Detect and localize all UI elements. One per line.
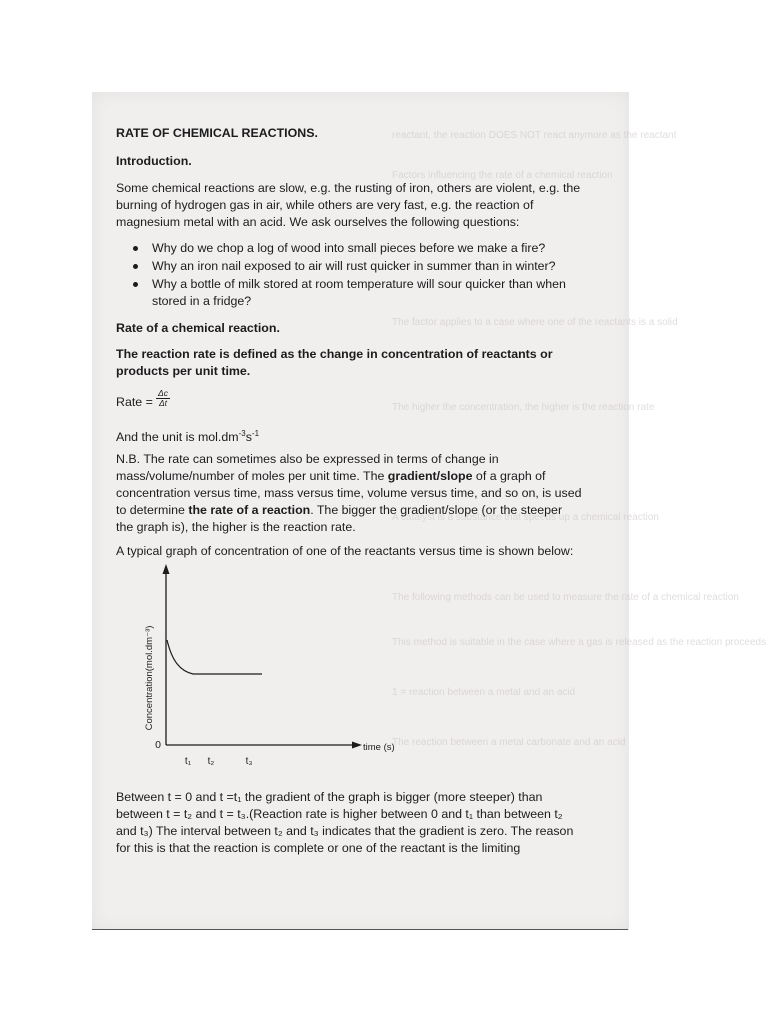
- bullet-dot: [133, 246, 138, 251]
- y-axis-arrow: [163, 564, 170, 574]
- bleed-through-text: The following methods can be used to measure the rate of a chemical reaction: [392, 592, 739, 603]
- closing-line: Between t = 0 and t =t₁ the gradient of the graph is bigger (more steeper) than: [116, 790, 543, 804]
- bleed-through-text: 1 = reaction between a metal and an acid: [392, 687, 576, 698]
- concentration-time-graph: [92, 560, 629, 780]
- intro-line: magnesium metal with an acid. We ask ourselves the following questions:: [116, 215, 520, 229]
- nb-text: to determine: [116, 503, 189, 517]
- definition-line: products per unit time.: [116, 364, 251, 378]
- nb-line: N.B. The rate can sometimes also be expressed in terms of change in: [116, 452, 499, 466]
- x-axis-label: time (s): [363, 742, 395, 753]
- bullet-dot: [133, 282, 138, 287]
- definition-line: The reaction rate is defined as the change in concentration of reactants or: [116, 347, 553, 361]
- rate-formula-fraction: [156, 389, 170, 408]
- document-title: RATE OF CHEMICAL REACTIONS.: [116, 126, 318, 140]
- bleed-through-text: This method is suitable in the case where a gas is released as the reaction proceeds: [392, 637, 767, 648]
- bullet-dot: [133, 264, 138, 269]
- rate-denominator: Δt: [156, 398, 170, 408]
- tick-t3: t₃: [245, 756, 253, 767]
- y-axis-label: Concentration(mol.dm⁻³): [144, 625, 155, 731]
- unit-text: And the unit is mol.dm: [116, 430, 239, 444]
- bullet-item-continuation: stored in a fridge?: [152, 294, 252, 308]
- bleed-through-text: The higher the concentration, the higher is the reaction rate: [392, 402, 655, 413]
- closing-line: and t₃) The interval between t₂ and t₃ indicates that the gradient is zero. The reason: [116, 824, 574, 838]
- scanned-page: [92, 92, 767, 930]
- bullet-item: Why do we chop a log of wood into small pieces before we make a fire?: [152, 241, 546, 255]
- bleed-through-text: Factors influencing the rate of a chemical reaction: [392, 170, 613, 181]
- nb-text: mass/volume/number of moles per unit time. The: [116, 469, 388, 483]
- bleed-through-text: The factor applies to a case where one of the reactants is a solid: [392, 317, 678, 328]
- nb-line: concentration versus time, mass versus time, volume versus time, and so on, is used: [116, 486, 582, 500]
- tick-t1: t₁: [184, 756, 192, 767]
- nb-bold: the rate of a reaction: [188, 503, 311, 517]
- nb-line: [116, 502, 562, 519]
- bleed-through-text: The reaction between a metal carbonate and an acid: [392, 737, 626, 748]
- tick-t2: t₂: [207, 756, 215, 767]
- intro-heading: Introduction.: [116, 154, 192, 168]
- page-bottom-rule: [92, 929, 628, 930]
- nb-line: the graph is), the higher is the reaction rate.: [116, 520, 356, 534]
- intro-line: burning of hydrogen gas in air, while others are very fast, e.g. the reaction of: [116, 198, 534, 212]
- closing-line: for this is that the reaction is complete or one of the reactant is the limiting: [116, 841, 521, 855]
- unit-exponent: -3: [238, 429, 246, 438]
- rate-numerator: Δc: [158, 388, 168, 398]
- intro-line: Some chemical reactions are slow, e.g. the rusting of iron, others are violent, e.g. the: [116, 181, 581, 195]
- bleed-through-text: A catalyst is a substance that speeds up a chemical reaction: [392, 512, 659, 523]
- nb-text: of a graph of: [472, 469, 546, 483]
- nb-text: . The bigger the gradient/slope (or the steeper: [310, 503, 563, 517]
- rate-heading: Rate of a chemical reaction.: [116, 321, 280, 335]
- nb-bold: gradient/slope: [387, 469, 473, 483]
- x-axis-arrow: [352, 742, 362, 749]
- nb-line: [116, 468, 546, 485]
- bullet-item: Why an iron nail exposed to air will rust quicker in summer than in winter?: [152, 259, 556, 273]
- rate-label: Rate =: [116, 395, 153, 409]
- unit-line: [116, 425, 259, 446]
- closing-line: between t = t₂ and t = t₃.(Reaction rate is higher between 0 and t₁ than between t₂: [116, 807, 563, 821]
- graph-intro: A typical graph of concentration of one of the reactants versus time is shown below:: [116, 544, 574, 558]
- bullet-item: Why a bottle of milk stored at room temperature will sour quicker than when: [152, 277, 566, 291]
- unit-seconds: s: [245, 430, 252, 444]
- concentration-curve: [167, 640, 262, 674]
- unit-exponent: -1: [251, 429, 260, 438]
- origin-label: 0: [155, 739, 161, 751]
- bleed-through-text: reactant, the reaction DOES NOT react anymore as the reactant: [392, 130, 677, 141]
- document-page: [92, 92, 629, 930]
